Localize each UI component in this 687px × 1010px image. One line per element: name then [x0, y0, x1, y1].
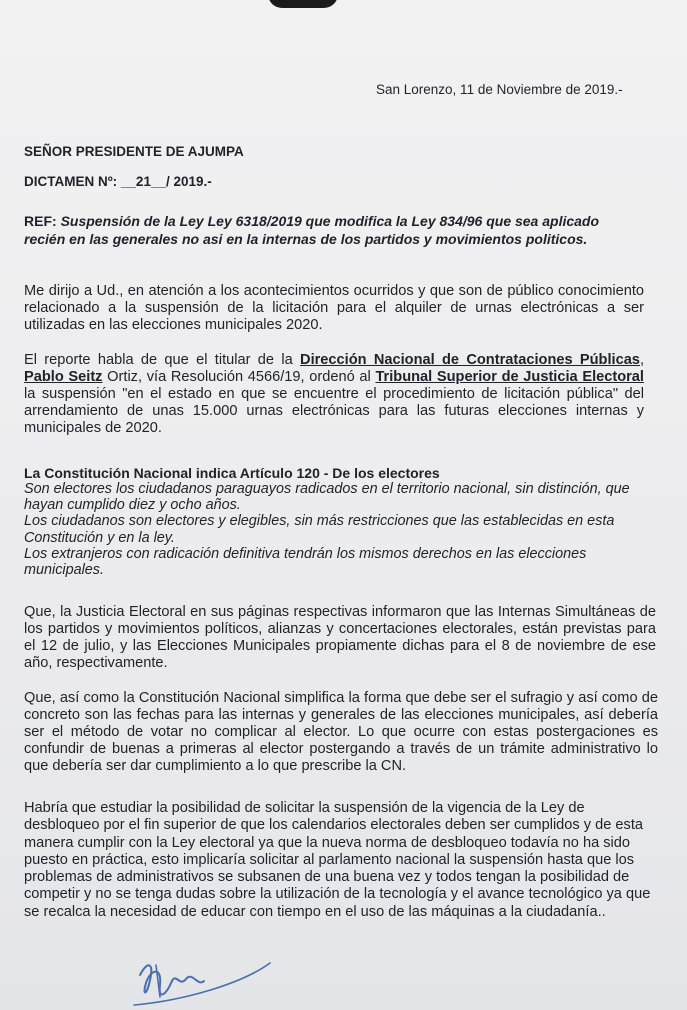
tsje-link[interactable]: Tribunal Superior de Justicia Electoral — [375, 369, 644, 385]
addressee: SEÑOR PRESIDENTE DE AJUMPA — [24, 144, 244, 159]
reference-label: REF: — [24, 213, 57, 229]
constitution-article-text — [24, 481, 649, 578]
paragraph-electoral-dates: Que, la Justicia Electoral en sus páginas respectivas informaron que las Internas Simultáneas de los partidos y movimientos políticos, alianzas y concertaciones electorales, están previstas para el 12 de julio, y las Elecciones Municipales propiamente dichas para el 8 de noviembre de ese año, respectivamente. — [24, 604, 656, 671]
letter-date: San Lorenzo, 11 de Noviembre de 2019.- — [376, 82, 623, 97]
report-text-4: la suspensión "en el estado en que se encuentre el procedimiento de licitación pública" del arrendamiento de unas 15.000 urnas electrónicas para las futuras elecciones internas y municipales de 2020. — [24, 386, 644, 436]
paragraph-report — [24, 352, 644, 437]
dncp-link[interactable]: Dirección Nacional de Contrataciones Públicas — [300, 352, 640, 368]
paragraph-intro: Me dirijo a Ud., en atención a los acontecimientos ocurridos y que son de público conocimiento relacionado a la suspensión de la licitación para el alquiler de urnas electrónicas a ser utilizadas en las elecciones municipales 2020. — [24, 283, 644, 333]
constitution-line: Son electores los ciudadanos paraguayos radicados en el territorio nacional, sin distinción, que hayan cumplido diez y ocho años. — [24, 481, 630, 514]
constitution-line: Los extranjeros con radicación definitiva tendrán los mismos derechos en las elecciones municipales. — [24, 545, 587, 579]
report-text-2: , — [639, 352, 644, 368]
pablo-seitz-link[interactable]: Pablo Seitz — [24, 369, 103, 385]
constitution-line: Los ciudadanos son electores y elegibles, sin más restricciones que las establecidas en esta Constitución y en la ley. — [24, 513, 615, 546]
paragraph-proposal: Habría que estudiar la posibilidad de solicitar la suspensión de la vigencia de la Ley de desbloqueo por el fin superior de que los calendarios electorales deben ser cumplidos y de esta manera cumplir con la Ley electoral ya que la nueva norma de desbloqueo todavía no ha sido puesto en práctica, esto implicaría solicitar al parlamento nacional la suspensión hasta que los problemas de administrativos se subsanen de una buena vez y todos tengan la posibilidad de competir y no se tenga dudas sobre la utilización de la tecnología y el avance tecnológico ya que se recalca la necesidad de educar con tiempo en el uso de las máquinas a la ciudadanía.. — [24, 800, 651, 920]
handwritten-signature — [120, 935, 350, 1010]
constitution-article-title: La Constitución Nacional indica Artículo 120 - De los electores — [24, 465, 440, 481]
paragraph-simplification: Que, así como la Constitución Nacional simplifica la forma que debe ser el sufragio y así como de concreto son las fechas para las internas y generales de las elecciones municipales, así debería ser el método de votar no complicar al elector. Lo que ocurre con estas postergaciones es confundir de buenas a primeras al elector postergando a través de un trámite administrativo lo que debería ser dar cumplimiento a lo que prescribe la CN. — [24, 690, 658, 774]
letterhead-logo — [268, 0, 338, 8]
report-text-3: Ortiz, vía Resolución 4566/19, ordenó al — [102, 369, 376, 385]
dictamen-number: DICTAMEN Nº: __21__/ 2019.- — [24, 174, 212, 189]
reference-text: Suspensión de la Ley Ley 6318/2019 que modifica la Ley 834/96 que sea aplicado recién en las generales no asi en la internas de los partidos y movimientos politicos. — [24, 213, 600, 247]
reference-block — [24, 212, 641, 248]
report-text-1: El reporte habla de que el titular de la — [24, 352, 301, 368]
